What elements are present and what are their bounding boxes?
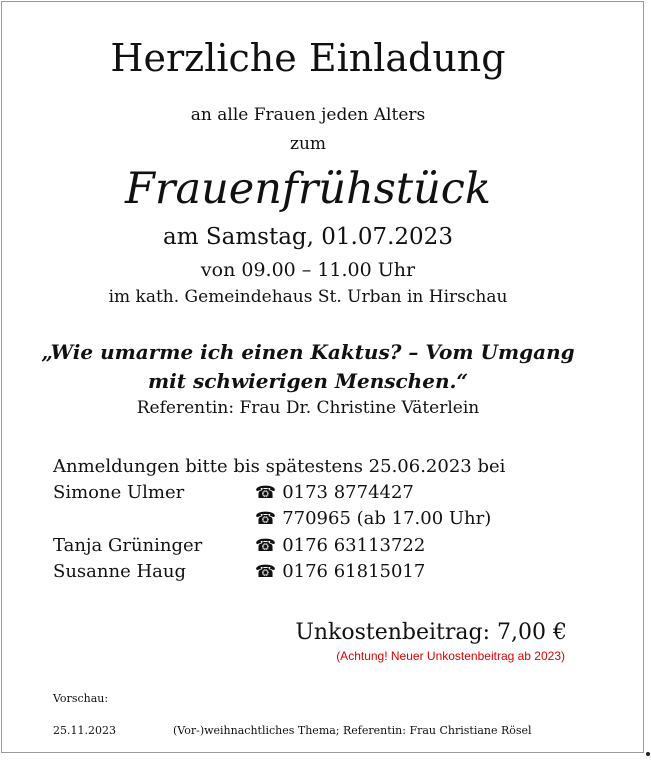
- contact-phone: [255, 535, 425, 556]
- fee-note: (Achtung! Neuer Unkostenbeitrag ab 2023): [336, 649, 565, 663]
- preview-date: 25.11.2023: [53, 724, 116, 737]
- speaker-line: Referentin: Frau Dr. Christine Väterlein: [136, 398, 480, 418]
- preview-text: (Vor-)weihnachtliches Thema; Referentin: Frau Christiane Rösel: [173, 724, 532, 737]
- phone-number: 0173 8774427: [282, 482, 414, 503]
- fee-line: Unkostenbeitrag: 7,00 €: [295, 620, 567, 645]
- event-place: im kath. Gemeindehaus St. Urban in Hirschau: [108, 287, 508, 307]
- registration-line: Anmeldungen bitte bis spätestens 25.06.2023 bei: [53, 456, 506, 477]
- talk-title-line-1: „Wie umarme ich einen Kaktus? – Vom Umgang: [41, 340, 575, 364]
- talk-title-line-2: mit schwierigen Menschen.“: [148, 369, 468, 393]
- phone-number: 0176 61815017: [282, 561, 426, 582]
- event-date: am Samstag, 01.07.2023: [163, 224, 453, 250]
- contact-name: Tanja Grüninger: [53, 535, 203, 556]
- invite-line-1: an alle Frauen jeden Alters: [190, 105, 426, 125]
- contact-name: Simone Ulmer: [53, 482, 185, 503]
- telephone-icon: ☎: [255, 562, 277, 582]
- event-time: von 09.00 – 11.00 Uhr: [200, 259, 416, 281]
- page-title: Herzliche Einladung: [110, 36, 506, 80]
- phone-number: 770965 (ab 17.00 Uhr): [282, 508, 492, 529]
- telephone-icon: ☎: [255, 536, 277, 556]
- contact-phone: [255, 482, 414, 503]
- edge-dot: [646, 752, 650, 756]
- invite-line-2: zum: [289, 134, 327, 154]
- contact-phone: [255, 508, 491, 529]
- event-name: Frauenfrühstück: [125, 164, 491, 214]
- telephone-icon: ☎: [255, 509, 277, 529]
- phone-number: 0176 63113722: [282, 535, 426, 556]
- contact-phone: [255, 561, 425, 582]
- preview-label: Vorschau:: [53, 692, 109, 705]
- telephone-icon: ☎: [255, 483, 277, 503]
- contact-name: Susanne Haug: [53, 561, 186, 582]
